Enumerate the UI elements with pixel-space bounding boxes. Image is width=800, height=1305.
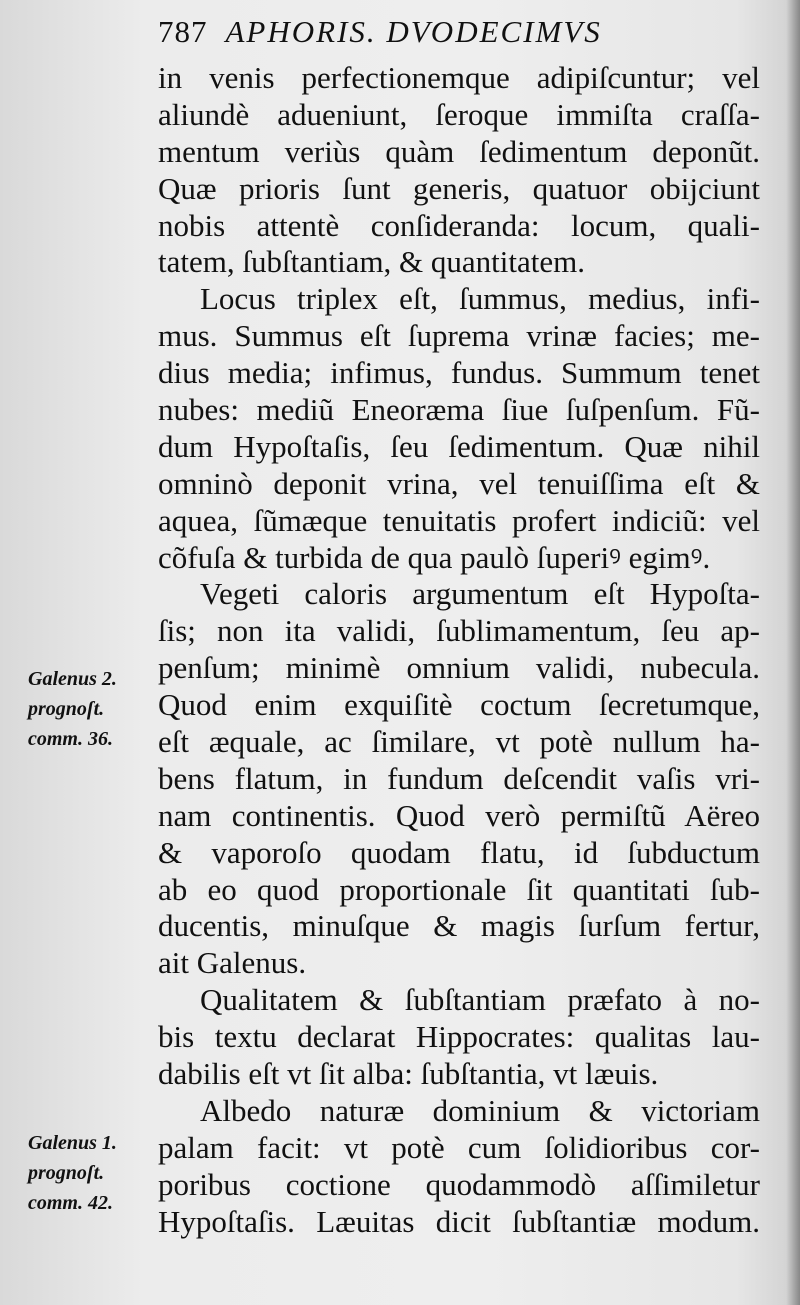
margin-note-line: Galenus 2.	[28, 668, 117, 690]
text-line: Quod enim exquiſitè coctum ſecretumque,	[158, 687, 760, 723]
text-line: Qualitatem & ſubſtantiam præfato à no-	[200, 982, 760, 1018]
text-line: dum Hypoſtaſis, ſeu ſedimentum. Quæ nihil	[158, 428, 760, 464]
text-line: nam continentis. Quod verò permiſtũ Aëreo	[158, 797, 760, 833]
page-number: 787	[158, 14, 208, 49]
text-line: penſum; minimè omnium validi, nubecula.	[158, 650, 760, 686]
margin-note-galenus-1	[28, 1128, 154, 1218]
margin-note-line: prognoſt.	[28, 1162, 105, 1184]
margin-note-line: prognoſt.	[28, 698, 105, 720]
text-line: nobis attentè conſideranda: locum, quali-	[158, 207, 760, 243]
text-line: Locus triplex eſt, ſummus, medius, infi-	[200, 281, 760, 317]
text-line: & vaporoſo quodam flatu, id ſubductum	[158, 834, 760, 870]
text-line: bens flatum, in fundum deſcendit vaſis vri-	[158, 760, 760, 796]
text-line: Albedo naturæ dominium & victoriam	[200, 1092, 760, 1128]
text-line: ducentis, minuſque & magis ſurſum fertur,	[158, 908, 760, 944]
text-line: aliundè adueniunt, ſeroque immiſta craſſa-	[158, 96, 760, 132]
margin-note-line: Galenus 1.	[28, 1132, 117, 1154]
page-edge-shadow	[786, 0, 800, 1305]
page-header	[158, 14, 758, 60]
text-line: mentum veriùs quàm ſedimentum deponũt.	[158, 133, 760, 169]
text-line: Vegeti caloris argumentum eſt Hypoſta-	[200, 576, 760, 612]
text-line: omninò deponit vrina, vel tenuiſſima eſt &	[158, 465, 760, 501]
margin-note-line: comm. 42.	[28, 1192, 113, 1214]
margin-note-galenus-2	[28, 664, 154, 754]
text-line: dabilis eſt vt ſit alba: ſubſtantia, vt læuis.	[158, 1056, 659, 1092]
text-line: nubes: mediũ Eneoræma ſiue ſuſpenſum. Fũ-	[158, 392, 760, 428]
text-line: ab eo quod proportionale ſit quantitati ſub-	[158, 871, 760, 907]
text-line: mus. Summus eſt ſuprema vrinæ facies; me-	[158, 318, 760, 354]
text-line: eſt æquale, ac ſimilare, vt potè nullum ha-	[158, 724, 760, 760]
text-line: bis textu declarat Hippocrates: qualitas lau-	[158, 1019, 760, 1055]
body-text	[158, 60, 760, 1241]
text-line: aquea, ſũmæque tenuitatis profert indiciũ: vel	[158, 502, 760, 538]
text-line: poribus coctione quodammodò aſſimiletur	[158, 1166, 760, 1202]
running-head: APHORIS. DVODECIMVS	[225, 14, 602, 49]
text-line: ait Galenus.	[158, 945, 307, 981]
text-line: Quæ prioris ſunt generis, quatuor obijciunt	[158, 170, 760, 206]
text-line: dius media; infimus, fundus. Summum tenet	[158, 355, 760, 391]
text-line: cõfuſa & turbida de qua paulò ſuperiꝰ egimꝰ.	[158, 539, 711, 575]
text-line: Hypoſtaſis. Læuitas dicit ſubſtantiæ modum.	[158, 1203, 760, 1239]
text-line: tatem, ſubſtantiam, & quantitatem.	[158, 244, 586, 280]
text-line: ſis; non ita validi, ſublimamentum, ſeu ap-	[158, 613, 760, 649]
text-line: palam facit: vt potè cum ſolidioribus cor-	[158, 1129, 760, 1165]
margin-note-line: comm. 36.	[28, 728, 113, 750]
text-line: in venis perfectionemque adipiſcuntur; vel	[158, 60, 760, 95]
